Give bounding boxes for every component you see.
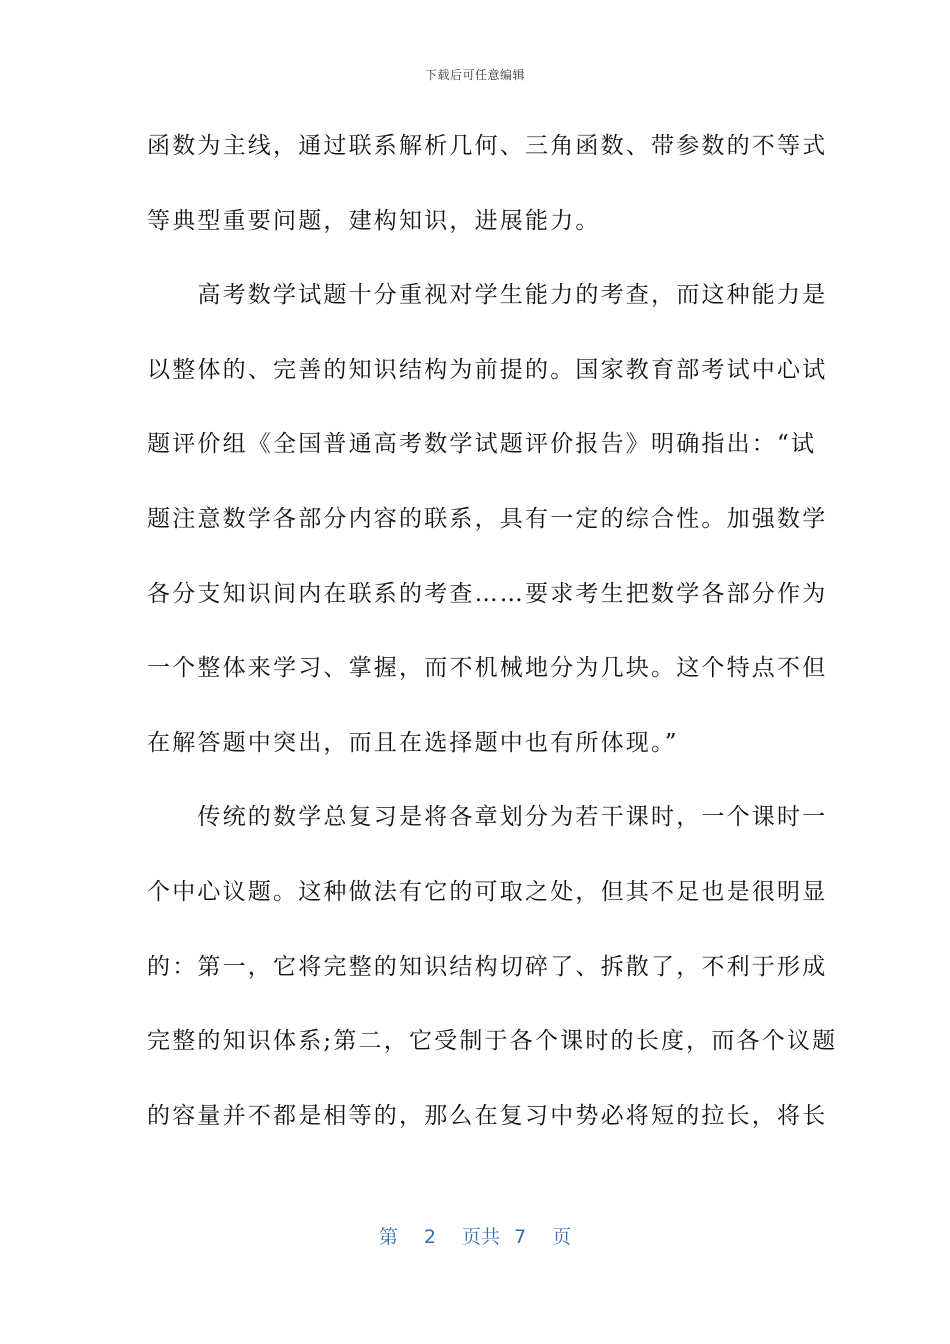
- text-line: 完整的知识体系;第二，它受制于各个课时的长度，而各个议题: [147, 1028, 838, 1055]
- footer-current-page: 2: [423, 1226, 436, 1248]
- footer-total-pages: 7: [514, 1226, 527, 1248]
- text-line: 以整体的、完善的知识结构为前提的。国家教育部考试中心试: [147, 356, 828, 383]
- text-line: 题注意数学各部分内容的联系，具有一定的综合性。加强数学: [147, 505, 828, 532]
- text-line: 个中心议题。这种做法有它的可取之处，但其不足也是很明显: [147, 878, 828, 905]
- footer-total-prefix: 页共: [461, 1226, 500, 1248]
- page-header: 下载后可任意编辑: [424, 68, 525, 82]
- text-line: 高考数学试题十分重视对学生能力的考查，而这种能力是: [147, 282, 828, 309]
- text-line: 传统的数学总复习是将各章划分为若干课时，一个课时一: [147, 804, 828, 831]
- text-line: 等典型重要问题，建构知识，进展能力。: [147, 207, 601, 234]
- page-footer: [0, 1222, 950, 1249]
- footer-page-label: 第: [378, 1226, 398, 1248]
- text-line: 题评价组《全国普通高考数学试题评价报告》明确指出：“试: [147, 431, 817, 458]
- body-text: [147, 122, 838, 1166]
- footer-total-suffix: 页: [552, 1226, 572, 1248]
- text-line: 函数为主线，通过联系解析几何、三角函数、带参数的不等式: [147, 133, 828, 159]
- text-line: 的：第一，它将完整的知识结构切碎了、拆散了，不利于形成: [147, 953, 828, 980]
- text-line: 的容量并不都是相等的，那么在复习中势必将短的拉长，将长: [147, 1102, 828, 1129]
- text-line: 一个整体来学习、掌握，而不机械地分为几块。这个特点不但: [147, 655, 828, 682]
- text-line: 各分支知识间内在联系的考查……要求考生把数学各部分作为: [147, 580, 828, 607]
- text-line: 在解答题中突出，而且在选择题中也有所体现。”: [147, 729, 679, 756]
